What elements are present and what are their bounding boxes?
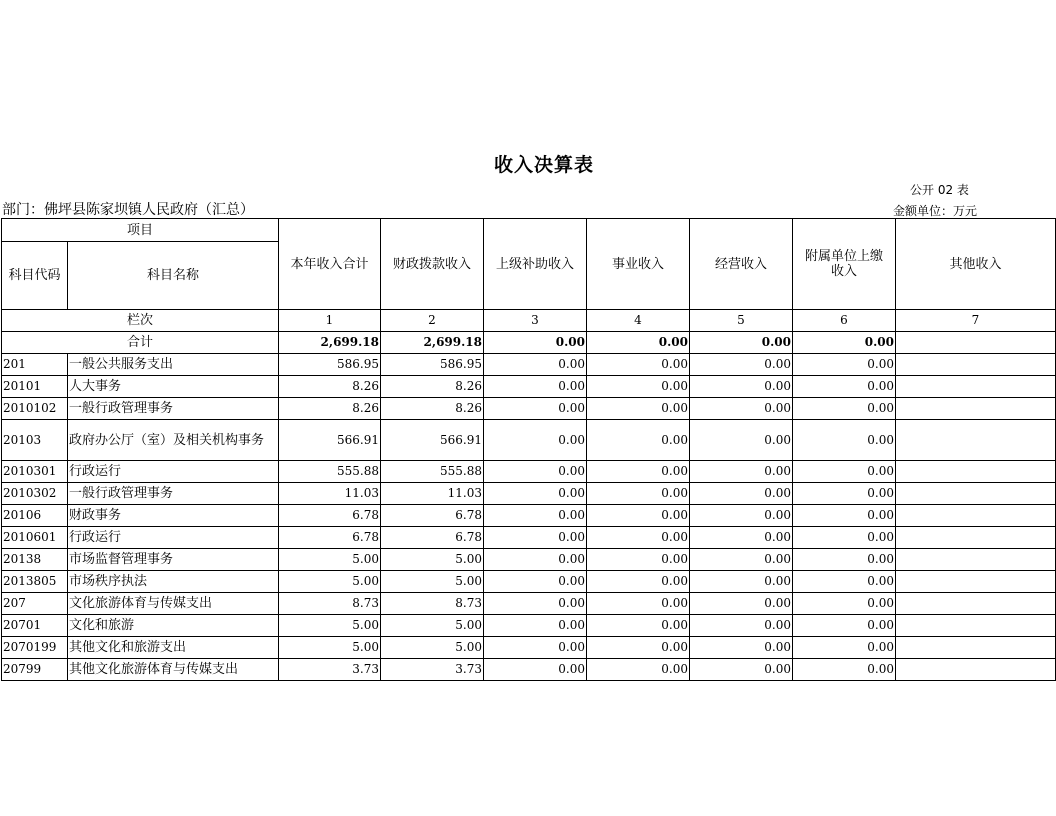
row-value xyxy=(896,461,1056,483)
row-value: 0.00 xyxy=(690,615,793,637)
row-name: 一般行政管理事务 xyxy=(68,398,279,420)
row-value: 0.00 xyxy=(484,549,587,571)
row-value: 586.95 xyxy=(381,354,484,376)
row-code: 2013805 xyxy=(2,571,68,593)
table-row xyxy=(2,505,1056,527)
row-value xyxy=(896,549,1056,571)
row-value: 3.73 xyxy=(381,659,484,681)
row-value: 0.00 xyxy=(690,483,793,505)
header-col-1: 本年收入合计 xyxy=(279,219,381,310)
row-value xyxy=(896,420,1056,461)
row-value: 555.88 xyxy=(381,461,484,483)
total-label: 合计 xyxy=(2,332,279,354)
row-code: 2010601 xyxy=(2,527,68,549)
header-code: 科目代码 xyxy=(2,242,68,310)
row-value: 8.73 xyxy=(381,593,484,615)
row-value: 0.00 xyxy=(793,354,896,376)
row-value: 0.00 xyxy=(484,483,587,505)
row-name: 财政事务 xyxy=(68,505,279,527)
row-value: 5.00 xyxy=(279,615,381,637)
total-value: 0.00 xyxy=(793,332,896,354)
row-value: 0.00 xyxy=(690,659,793,681)
row-value: 8.26 xyxy=(381,376,484,398)
total-value: 2,699.18 xyxy=(279,332,381,354)
row-value: 0.00 xyxy=(793,571,896,593)
row-value: 0.00 xyxy=(690,354,793,376)
row-name: 市场监督管理事务 xyxy=(68,549,279,571)
row-value: 11.03 xyxy=(279,483,381,505)
row-value: 0.00 xyxy=(793,376,896,398)
row-code: 20106 xyxy=(2,505,68,527)
header-item: 项目 xyxy=(2,219,279,242)
row-value: 0.00 xyxy=(484,376,587,398)
table-row xyxy=(2,659,1056,681)
row-value: 0.00 xyxy=(793,549,896,571)
seq-num-3: 3 xyxy=(484,310,587,332)
row-value: 0.00 xyxy=(690,376,793,398)
seq-num-6: 6 xyxy=(793,310,896,332)
row-value: 8.26 xyxy=(381,398,484,420)
row-value: 0.00 xyxy=(484,505,587,527)
row-value: 0.00 xyxy=(484,659,587,681)
header-col-3: 上级补助收入 xyxy=(484,219,587,310)
row-value: 0.00 xyxy=(793,615,896,637)
row-value: 0.00 xyxy=(587,593,690,615)
row-name: 行政运行 xyxy=(68,527,279,549)
row-value: 5.00 xyxy=(381,549,484,571)
table-row xyxy=(2,527,1056,549)
row-name: 政府办公厅（室）及相关机构事务 xyxy=(68,420,279,461)
row-value xyxy=(896,354,1056,376)
row-value: 6.78 xyxy=(279,527,381,549)
row-value: 0.00 xyxy=(690,593,793,615)
row-name: 文化旅游体育与传媒支出 xyxy=(68,593,279,615)
header-col-4: 事业收入 xyxy=(587,219,690,310)
row-code: 20103 xyxy=(2,420,68,461)
row-value: 6.78 xyxy=(381,527,484,549)
row-value: 0.00 xyxy=(793,420,896,461)
row-value: 0.00 xyxy=(484,398,587,420)
table-row xyxy=(2,354,1056,376)
row-value: 0.00 xyxy=(484,593,587,615)
table-row xyxy=(2,461,1056,483)
row-value: 0.00 xyxy=(587,571,690,593)
row-code: 2010302 xyxy=(2,483,68,505)
row-value: 0.00 xyxy=(690,527,793,549)
row-value: 0.00 xyxy=(484,571,587,593)
row-code: 20799 xyxy=(2,659,68,681)
row-value xyxy=(896,593,1056,615)
row-value: 5.00 xyxy=(279,549,381,571)
report-title: 收入决算表 xyxy=(493,154,594,176)
total-value xyxy=(896,332,1056,354)
row-value: 0.00 xyxy=(587,398,690,420)
total-value: 0.00 xyxy=(690,332,793,354)
header-col-2: 财政拨款收入 xyxy=(381,219,484,310)
row-value: 0.00 xyxy=(587,505,690,527)
row-value: 0.00 xyxy=(484,461,587,483)
row-code: 2070199 xyxy=(2,637,68,659)
row-name: 市场秩序执法 xyxy=(68,571,279,593)
row-value: 0.00 xyxy=(587,549,690,571)
row-value: 555.88 xyxy=(279,461,381,483)
row-code: 2010102 xyxy=(2,398,68,420)
row-value: 5.00 xyxy=(381,615,484,637)
row-value xyxy=(896,571,1056,593)
row-name: 其他文化旅游体育与传媒支出 xyxy=(68,659,279,681)
row-code: 20701 xyxy=(2,615,68,637)
row-value: 8.26 xyxy=(279,376,381,398)
row-code: 201 xyxy=(2,354,68,376)
row-value: 0.00 xyxy=(587,354,690,376)
row-code: 20138 xyxy=(2,549,68,571)
seq-num-1: 1 xyxy=(279,310,381,332)
row-value: 0.00 xyxy=(793,483,896,505)
row-value: 0.00 xyxy=(690,420,793,461)
row-value: 0.00 xyxy=(690,398,793,420)
row-value: 0.00 xyxy=(690,571,793,593)
table-row xyxy=(2,483,1056,505)
row-value: 0.00 xyxy=(484,420,587,461)
row-value: 6.78 xyxy=(381,505,484,527)
row-value: 0.00 xyxy=(484,615,587,637)
total-value: 2,699.18 xyxy=(381,332,484,354)
seq-num-4: 4 xyxy=(587,310,690,332)
row-value: 0.00 xyxy=(587,659,690,681)
row-value: 0.00 xyxy=(484,527,587,549)
department-label: 部门：佛坪县陈家坝镇人民政府（汇总） xyxy=(2,202,254,218)
seq-num-5: 5 xyxy=(690,310,793,332)
row-code: 2010301 xyxy=(2,461,68,483)
row-value: 0.00 xyxy=(587,461,690,483)
header-col-5: 经营收入 xyxy=(690,219,793,310)
row-value: 0.00 xyxy=(484,637,587,659)
table-row xyxy=(2,420,1056,461)
row-name: 其他文化和旅游支出 xyxy=(68,637,279,659)
seq-num-2: 2 xyxy=(381,310,484,332)
row-value: 0.00 xyxy=(793,398,896,420)
table-row xyxy=(2,593,1056,615)
row-value xyxy=(896,659,1056,681)
seq-label: 栏次 xyxy=(2,310,279,332)
row-value: 0.00 xyxy=(690,505,793,527)
row-value: 0.00 xyxy=(587,483,690,505)
row-value: 0.00 xyxy=(793,637,896,659)
table-row xyxy=(2,398,1056,420)
row-value: 0.00 xyxy=(793,527,896,549)
row-value: 0.00 xyxy=(587,637,690,659)
row-value: 566.91 xyxy=(279,420,381,461)
row-value xyxy=(896,615,1056,637)
header-col-6: 附属单位上缴收入 xyxy=(793,219,896,310)
row-name: 行政运行 xyxy=(68,461,279,483)
row-value: 586.95 xyxy=(279,354,381,376)
form-number: 公开 02 表 xyxy=(910,183,969,197)
row-name: 人大事务 xyxy=(68,376,279,398)
row-value: 0.00 xyxy=(793,593,896,615)
table-row xyxy=(2,376,1056,398)
row-code: 20101 xyxy=(2,376,68,398)
row-value xyxy=(896,483,1056,505)
row-value: 8.73 xyxy=(279,593,381,615)
table-row xyxy=(2,637,1056,659)
row-value xyxy=(896,398,1056,420)
row-value: 8.26 xyxy=(279,398,381,420)
row-value xyxy=(896,637,1056,659)
row-value xyxy=(896,527,1056,549)
total-row xyxy=(2,332,1056,354)
row-name: 一般行政管理事务 xyxy=(68,483,279,505)
row-value: 0.00 xyxy=(793,659,896,681)
row-name: 文化和旅游 xyxy=(68,615,279,637)
header-col-7: 其他收入 xyxy=(896,219,1056,310)
header-name: 科目名称 xyxy=(68,242,279,310)
row-value: 0.00 xyxy=(587,527,690,549)
row-value: 0.00 xyxy=(587,420,690,461)
income-table xyxy=(1,218,1056,681)
row-value: 5.00 xyxy=(381,637,484,659)
table-row xyxy=(2,549,1056,571)
row-code: 207 xyxy=(2,593,68,615)
row-value: 5.00 xyxy=(279,571,381,593)
row-value: 0.00 xyxy=(587,615,690,637)
row-value: 3.73 xyxy=(279,659,381,681)
seq-num-7: 7 xyxy=(896,310,1056,332)
row-value: 5.00 xyxy=(279,637,381,659)
row-value: 0.00 xyxy=(793,461,896,483)
row-value: 0.00 xyxy=(690,637,793,659)
row-value: 0.00 xyxy=(587,376,690,398)
row-value: 5.00 xyxy=(381,571,484,593)
row-value: 566.91 xyxy=(381,420,484,461)
row-value: 0.00 xyxy=(484,354,587,376)
row-value: 0.00 xyxy=(793,505,896,527)
row-value xyxy=(896,376,1056,398)
row-value: 11.03 xyxy=(381,483,484,505)
table-row xyxy=(2,571,1056,593)
total-value: 0.00 xyxy=(587,332,690,354)
row-value: 0.00 xyxy=(690,461,793,483)
total-value: 0.00 xyxy=(484,332,587,354)
row-name: 一般公共服务支出 xyxy=(68,354,279,376)
row-value xyxy=(896,505,1056,527)
amount-unit: 金额单位：万元 xyxy=(893,204,978,218)
table-row xyxy=(2,615,1056,637)
row-value: 0.00 xyxy=(690,549,793,571)
row-value: 6.78 xyxy=(279,505,381,527)
